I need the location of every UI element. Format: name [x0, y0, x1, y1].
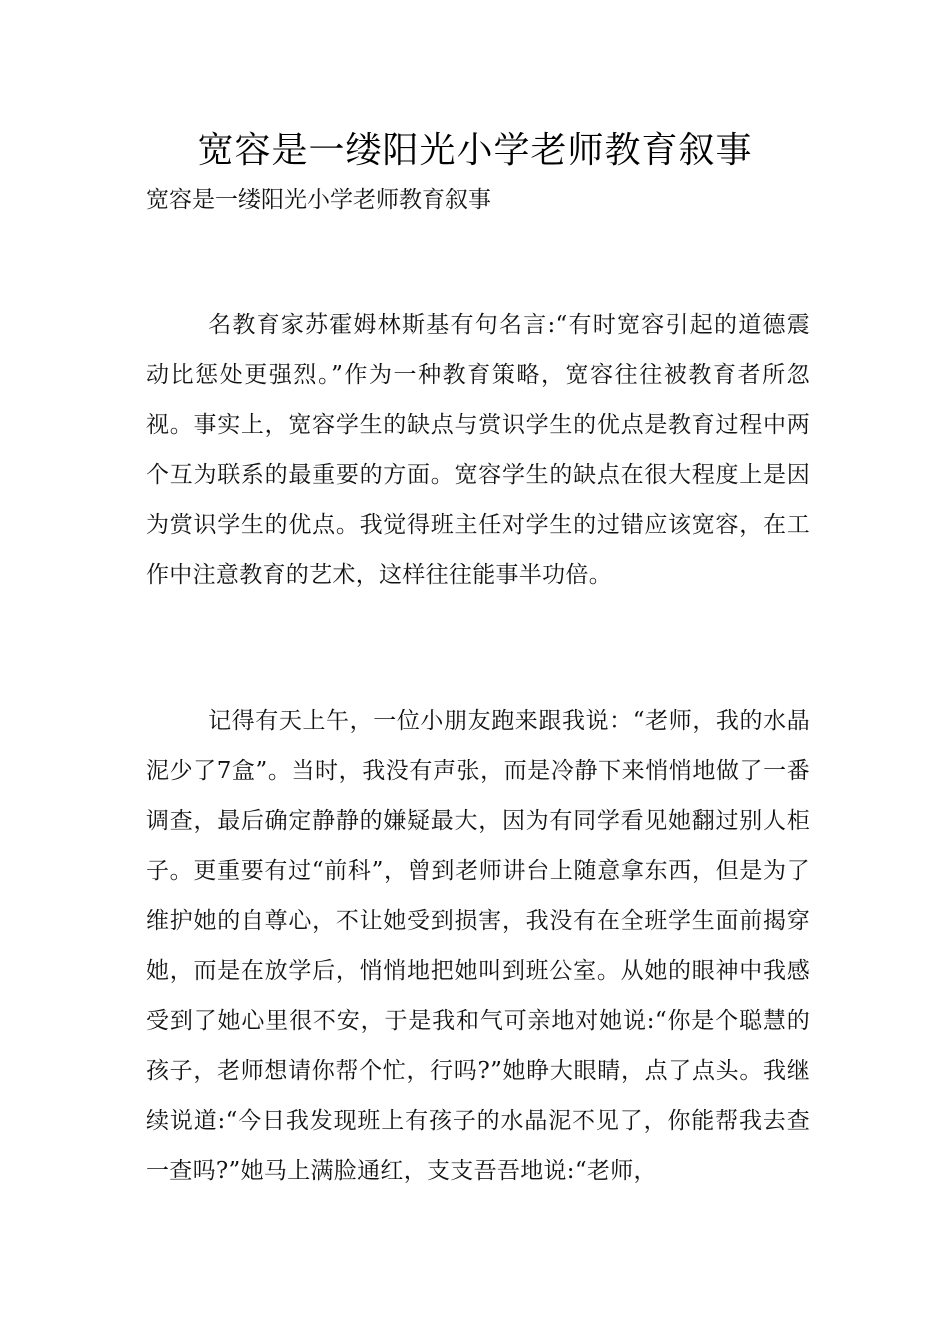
paragraph-2: 记得有天上午，一位小朋友跑来跟我说：“老师，我的水晶泥少了7盒”。当时，我没有声张，而是冷静下来悄悄地做了一番调查，最后确定静静的嫌疑最大，因为有同学看见她翻过别人柜子。更重要有过“前科”，曾到老师讲台上随意拿东西，但是为了维护她的自尊心，不让她受到损害，我没有在全班学生面前揭穿她，而是在放学后，悄悄地把她叫到班公室。从她的眼神中我感受到了她心里很不安，于是我和气可亲地对她说:“你是个聪慧的孩子，老师想请你帮个忙，行吗?”她睁大眼睛，点了点头。我继续说道:“今日我发现班上有孩子的水晶泥不见了，你能帮我去查一查吗?”她马上满脸通红，支支吾吾地说:“老师， — [146, 708, 810, 1184]
paragraph-1: 名教育家苏霍姆林斯基有句名言:“有时宽容引起的道德震动比惩处更强烈。”作为一种教育策略，宽容往往被教育者所忽视。事实上，宽容学生的缺点与赏识学生的优点是教育过程中两个互为联系的最重要的方面。宽容学生的缺点在很大程度上是因为赏识学生的优点。我觉得班主任对学生的过错应该宽容，在工作中注意教育的艺术，这样往往能事半功倍。 — [146, 312, 810, 588]
document-title: 宽容是一缕阳光小学老师教育叙事 — [197, 130, 753, 171]
document-subtitle: 宽容是一缕阳光小学老师教育叙事 — [146, 187, 491, 213]
